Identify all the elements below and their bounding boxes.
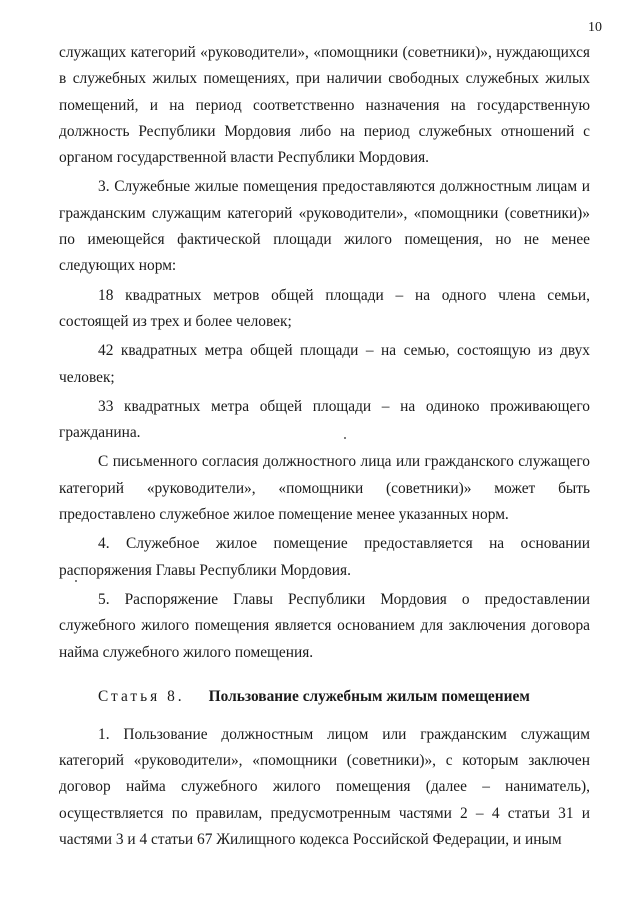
paragraph-continuation: служащих категорий «руководители», «помощники (советники)», нуждающихся в служебных жилых помещениях, при наличии свободных служебных жилых помещений, и на период соответственно назначения на государственную должность Республики Мордовия либо на период служебных отношений с органом государственной власти Республики Мордовия. (59, 44, 590, 167)
page-number: 10 (588, 20, 602, 35)
paragraph-written-consent: С письменного согласия должностного лица или гражданского служащего категорий «руководители», «помощники (советники)» может быть предоставлено служебное жилое помещение менее указанных норм. (59, 453, 590, 524)
article-label: Статья 8. (98, 687, 185, 705)
paragraph-item-3: 3. Служебные жилые помещения предоставляются должностным лицам и гражданским служащим категорий «руководители», «помощники (советники)» по имеющейся фактической площади жилого помещения, но не менее следующих норм: (59, 178, 590, 275)
paragraph-norm-18: 18 квадратных метров общей площади – на одного члена семьи, состоящей из трех и более человек; (59, 286, 590, 330)
paragraph-article-8-item-1: 1. Пользование должностным лицом или гражданским служащим категорий «руководители», «помощники (советники)», с которым заключен договор найма служебного жилого помещения (далее – наниматель), осуществляется по правилам, предусмотренным частями 2 – 4 статьи 31 и частями 3 и 4 статьи 67 Жилищного кодекса Российской Федерации, и иным (59, 725, 590, 849)
scan-speck (75, 580, 77, 582)
paragraph-norm-42: 42 квадратных метра общей площади – на семью, состоящую из двух человек; (59, 342, 590, 386)
scan-speck (344, 437, 346, 439)
paragraph-item-5: 5. Распоряжение Главы Республики Мордовия о предоставлении служебного жилого помещения является основанием для заключения договора найма служебного жилого помещения. (59, 590, 590, 661)
paragraph-item-4: 4. Служебное жилое помещение предоставляется на основании распоряжения Главы Республики Мордовия. (59, 535, 590, 579)
paragraph-norm-33: 33 квадратных метра общей площади – на одиноко проживающего гражданина. (59, 397, 590, 442)
article-title: Пользование служебным жилым помещением (208, 687, 530, 705)
document-body (59, 40, 590, 856)
article-heading (59, 684, 590, 710)
